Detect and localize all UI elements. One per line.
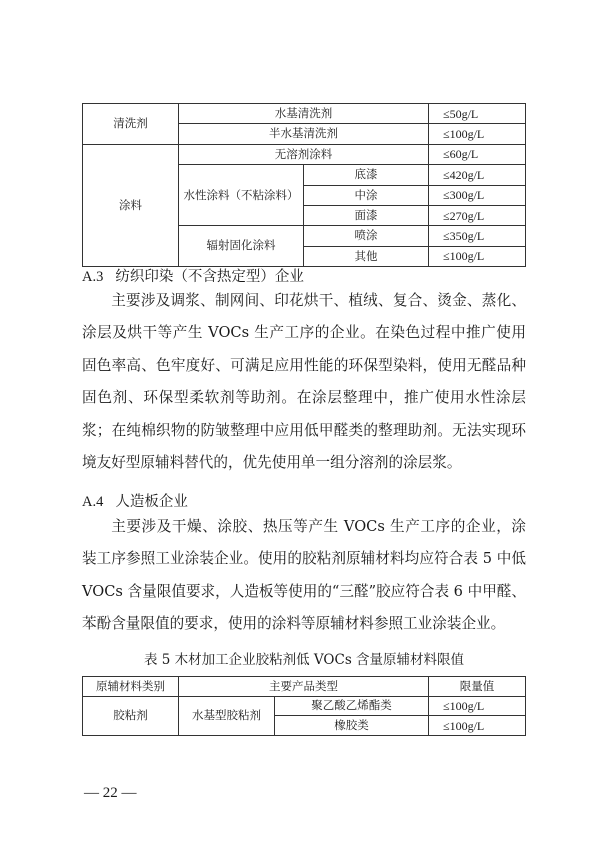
column-header: 主要产品类型 (179, 677, 429, 697)
sub-type-cell: 喷涂 (304, 226, 429, 246)
limit-cell: ≤100g/L (429, 124, 526, 144)
limit-cell: ≤100g/L (429, 716, 526, 736)
section-number: A.4 (82, 494, 104, 510)
column-header: 限量值 (429, 677, 526, 697)
section-title: 人造板企业 (115, 494, 188, 510)
category-cell: 清洗剂 (83, 104, 179, 145)
table-5 (82, 676, 526, 736)
column-header: 原辅材料类别 (83, 677, 179, 697)
category-cell: 涂料 (83, 144, 179, 266)
section-number: A.3 (82, 269, 104, 285)
sub-type-cell: 底漆 (304, 165, 429, 185)
section-heading-a4 (82, 490, 188, 511)
sub-type-cell: 中涂 (304, 185, 429, 205)
section-heading-a3 (82, 265, 304, 286)
product-group-cell: 辐射固化涂料 (179, 226, 304, 267)
limit-cell: ≤50g/L (429, 104, 526, 124)
product-cell: 半水基清洗剂 (179, 124, 429, 144)
product-cell: 橡胶类 (275, 716, 429, 736)
limits-table-continued (82, 103, 526, 267)
product-group-cell: 水性涂料（不粘涂料） (179, 165, 304, 226)
limit-cell: ≤420g/L (429, 165, 526, 185)
table-caption: 表 5 木材加工企业胶粘剂低 VOCs 含量原辅材料限值 (143, 652, 465, 668)
section-a3-body: 主要涉及调浆、制网间、印花烘干、植绒、复合、烫金、蒸化、涂层及烘干等产生 VOCs 生产工序的企业。在染色过程中推广使用固色率高、色牢度好、可满足应用性能的环保型染料，使用无醛品种固色剂、环保型柔软剂等助剂。在涂层整理中，推广使用水性涂层浆；在纯棉织物的防皱整理中应用低甲醛类的整理助剂。无法实现环境友好型原辅料替代的，优先使用单一组分溶剂的涂层浆。 (82, 292, 526, 472)
product-cell: 聚乙酸乙烯酯类 (275, 696, 429, 716)
page-number: — 22 — (84, 785, 137, 801)
product-cell: 无溶剂涂料 (179, 144, 429, 164)
product-group-cell: 水基型胶粘剂 (179, 696, 275, 735)
product-cell: 水基清洗剂 (179, 104, 429, 124)
limit-cell: ≤300g/L (429, 185, 526, 205)
limit-cell: ≤100g/L (429, 696, 526, 716)
sub-type-cell: 其他 (304, 246, 429, 266)
limit-cell: ≤350g/L (429, 226, 526, 246)
limit-cell: ≤100g/L (429, 246, 526, 266)
limit-cell: ≤60g/L (429, 144, 526, 164)
section-title: 纺织印染（不含热定型）企业 (115, 269, 304, 285)
section-a4-body: 主要涉及干燥、涂胶、热压等产生 VOCs 生产工序的企业，涂装工序参照工业涂装企业。使用的胶粘剂原辅材料均应符合表 5 中低 VOCs 含量限值要求，人造板等使用的“三醛”胶应符合表 6 中甲醛、苯酚含量限值的要求，使用的涂料等原辅材料参照工业涂装企业。 (82, 518, 526, 633)
category-cell: 胶粘剂 (83, 696, 179, 735)
sub-type-cell: 面漆 (304, 205, 429, 225)
limit-cell: ≤270g/L (429, 205, 526, 225)
